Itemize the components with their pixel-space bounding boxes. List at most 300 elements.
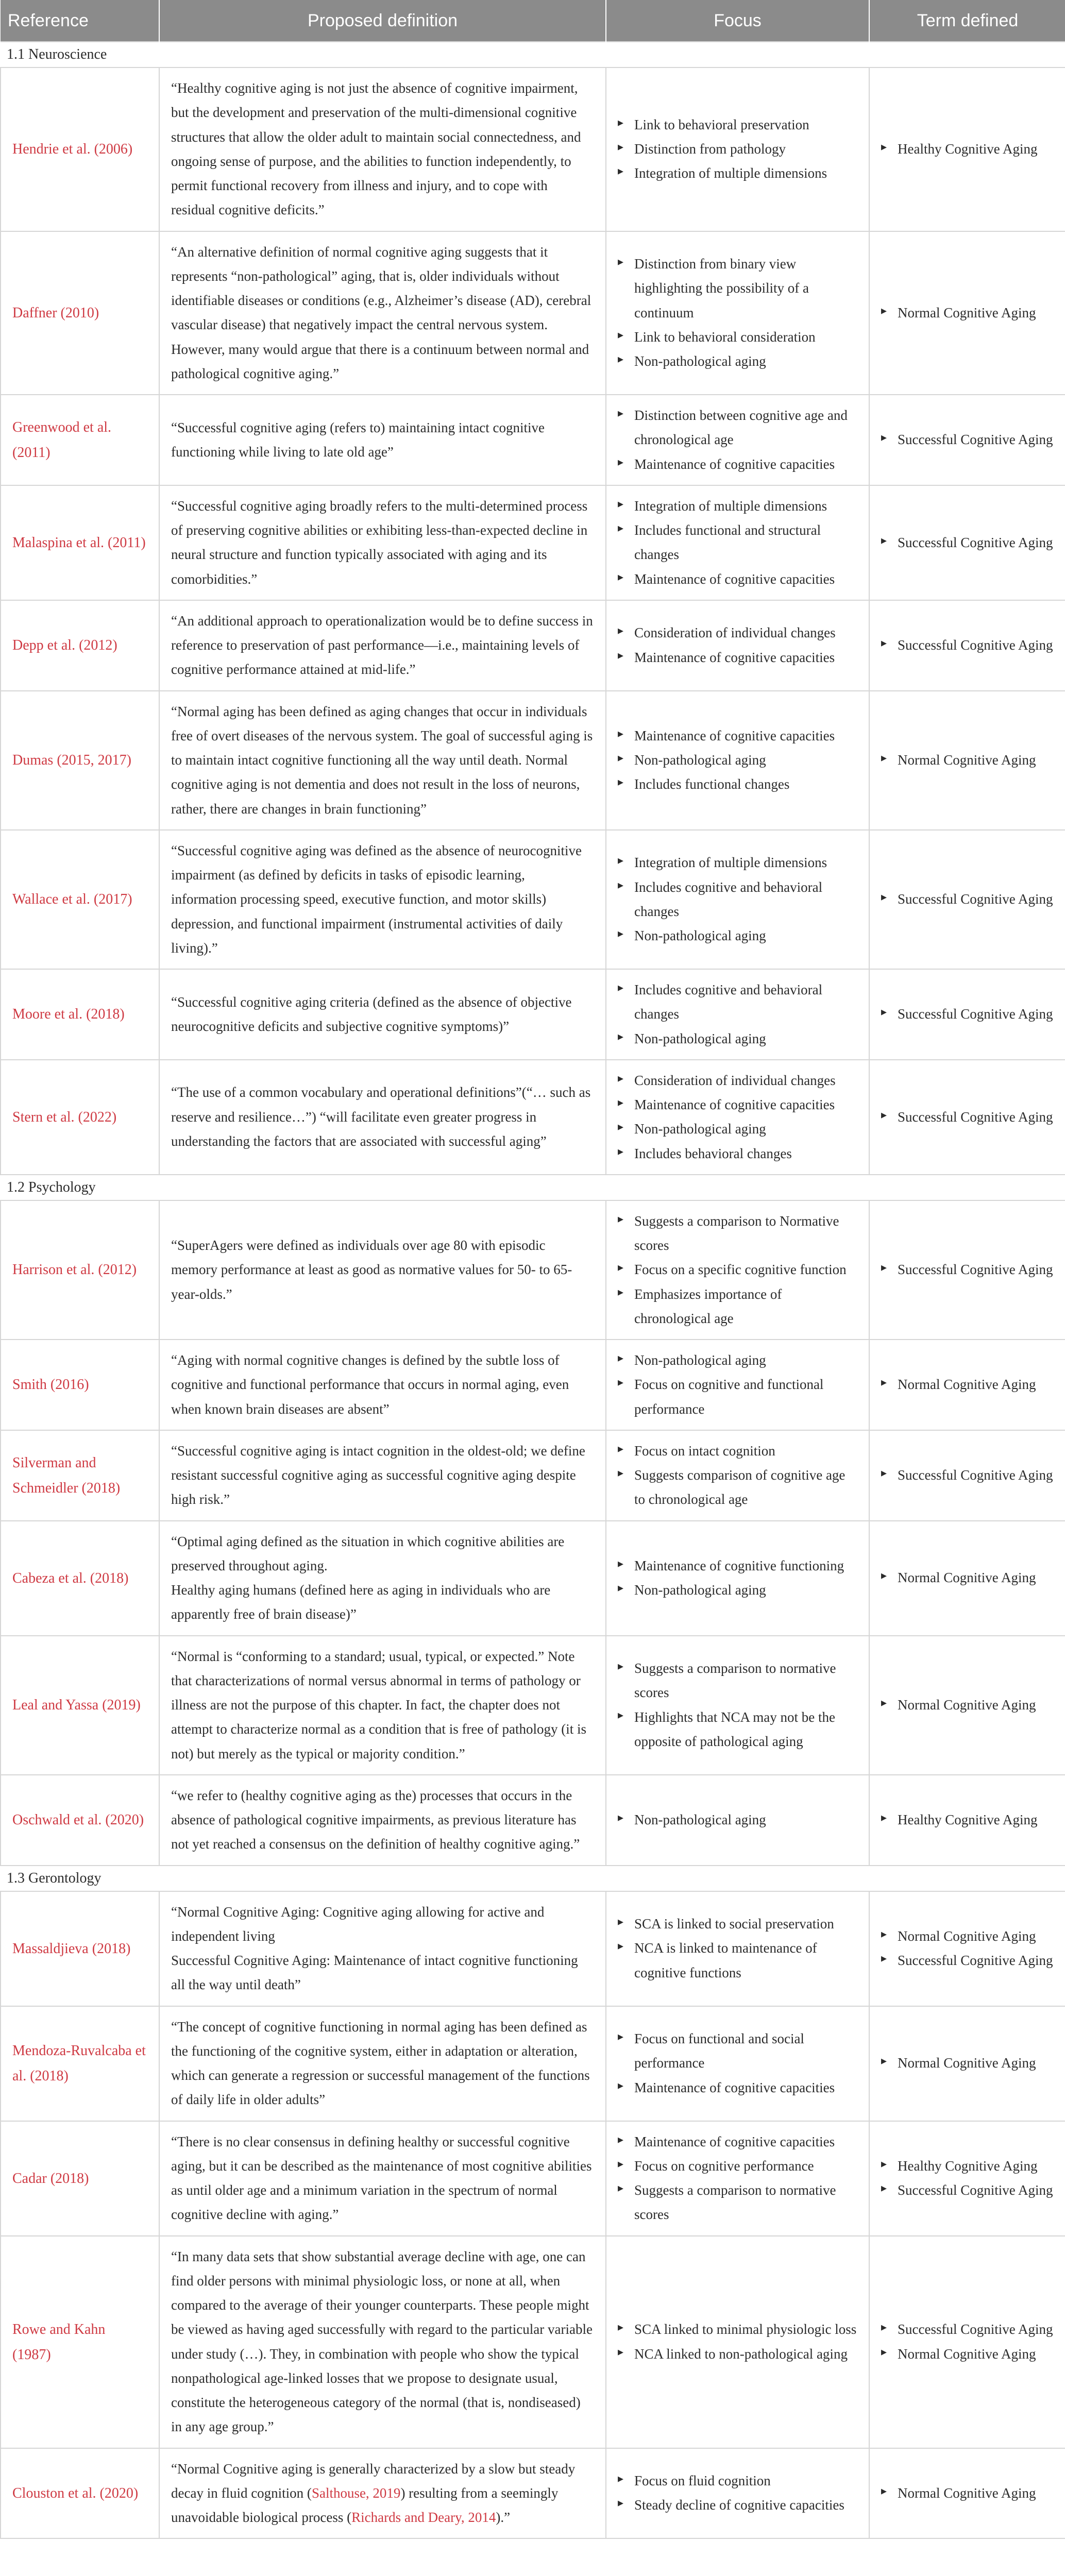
bullet-arrow-icon: ▸ — [618, 1261, 624, 1274]
bullet-arrow-icon: ▸ — [618, 2320, 624, 2334]
definition-text: “An alternative definition of normal cognitive aging suggests that it represents “non-pathological” aging, that is, older individuals without identifiable diseases or conditions (e.g., Alzheimer’s disease (AD), cerebral vascular disease) that negatively impact the central nervous system. However, many would argue that there is a continuum between normal and pathological cognitive aging.” — [171, 244, 591, 381]
focus-item-text: Non-pathological aging — [634, 1121, 766, 1137]
reference-cell — [1, 691, 159, 830]
term-item — [881, 1105, 1054, 1129]
definition-cell — [159, 2121, 606, 2236]
term-cell — [869, 2121, 1065, 2236]
focus-item — [618, 1142, 857, 1166]
term-item-list — [881, 531, 1054, 555]
term-cell — [869, 1636, 1065, 1775]
bullet-arrow-icon: ▸ — [618, 1029, 624, 1043]
bullet-arrow-icon: ▸ — [618, 455, 624, 468]
focus-cell — [606, 600, 869, 691]
definition-text: “The use of a common vocabulary and operational definitions”(“… such as reserve and resilience…”) “will facilitate even greater progress in understanding the factors that are associated with successful aging” — [171, 1084, 591, 1149]
focus-item — [618, 1936, 857, 1985]
term-item — [881, 1948, 1054, 1973]
section-row — [1, 1175, 1065, 1200]
bullet-arrow-icon: ▸ — [881, 1952, 887, 1964]
focus-item — [618, 252, 857, 325]
bullet-arrow-icon: ▸ — [618, 927, 624, 940]
term-cell — [869, 2236, 1065, 2448]
bullet-arrow-icon: ▸ — [618, 1556, 624, 1570]
definition-cell — [159, 2448, 606, 2539]
reference-link[interactable]: Harrison et al. (2012) — [12, 1262, 137, 1278]
bullet-arrow-icon: ▸ — [881, 1927, 887, 1940]
term-item-list — [881, 1463, 1054, 1487]
focus-cell — [606, 1430, 869, 1521]
focus-item-text: Includes behavioral changes — [634, 1145, 792, 1161]
focus-item-text: Includes functional changes — [634, 776, 790, 792]
focus-item — [618, 851, 857, 875]
bullet-arrow-icon: ▸ — [618, 1708, 624, 1721]
reference-link[interactable]: Silverman and Schmeidler (2018) — [12, 1454, 121, 1496]
term-item-text: Normal Cognitive Aging — [898, 2346, 1036, 2362]
term-item-text: Normal Cognitive Aging — [898, 304, 1036, 320]
reference-link[interactable]: Rowe and Kahn (1987) — [12, 2321, 106, 2363]
definition-text: Successful Cognitive Aging: Maintenance of intact cognitive functioning all the way until death” — [171, 1953, 578, 1993]
reference-cell — [1, 2236, 159, 2448]
table-row — [1, 600, 1065, 691]
term-item — [881, 1693, 1054, 1717]
bullet-arrow-icon: ▸ — [881, 2320, 887, 2334]
focus-item — [618, 325, 857, 349]
definition-text: “In many data sets that show substantial average decline with age, one can find older persons with minimal physiologic loss, or none at all, when compared to the average of their younger counterparts. These people might be viewed as having aged successfully with regard to the particular variable under study (…). They, in combination with people who show the typical nonpathological age-linked losses that we propose to designate usual, constitute the heterogeneous category of the normal (that is, nondiseased) in any age group.” — [171, 2248, 593, 2435]
focus-item — [618, 1209, 857, 1258]
reference-link[interactable]: Greenwood et al. (2011) — [12, 419, 112, 461]
focus-item-text: Non-pathological aging — [634, 928, 766, 944]
focus-item-text: Maintenance of cognitive capacities — [634, 649, 835, 665]
term-item-text: Normal Cognitive Aging — [898, 2055, 1036, 2071]
definition-text: “There is no clear consensus in defining healthy or successful cognitive aging, but it can be described as the maintenance of most cognitive abilities as until older age and a minimum variation in the spectrum of normal cognitive decline with aging.” — [171, 2133, 592, 2223]
bullet-arrow-icon: ▸ — [618, 1071, 624, 1084]
definition-text: “Normal Cognitive Aging: Cognitive aging allowing for active and independent living — [171, 1904, 545, 1944]
term-item-text: Successful Cognitive Aging — [898, 432, 1053, 448]
definition-text: “Normal is “conforming to a standard; usual, typical, or expected.” Note that characterizations of normal versus abnormal in terms of pathology or illness are not the purpose of this chapter. In fact, the chapter does not attempt to characterize normal as a condition that is free of pathology (it is not) but merely as the typical or majority condition.” — [171, 1648, 586, 1761]
term-item — [881, 531, 1054, 555]
bullet-arrow-icon: ▸ — [618, 2157, 624, 2170]
table-row — [1, 1430, 1065, 1521]
bullet-arrow-icon: ▸ — [618, 1285, 624, 1298]
focus-item-text: Maintenance of cognitive capacities — [634, 456, 835, 472]
table-row — [1, 2236, 1065, 2448]
bullet-arrow-icon: ▸ — [881, 636, 887, 649]
focus-item-text: Non-pathological aging — [634, 1582, 766, 1598]
focus-item — [618, 924, 857, 948]
header-reference: Reference — [1, 0, 159, 42]
bullet-arrow-icon: ▸ — [618, 751, 624, 764]
bullet-arrow-icon: ▸ — [618, 1120, 624, 1133]
focus-item-list — [618, 2317, 857, 2366]
bullet-arrow-icon: ▸ — [618, 648, 624, 662]
focus-item-list — [618, 403, 857, 477]
definition-text: “An additional approach to operationalization would be to define success in reference to preservation of past performance—i.e., maintaining levels of cognitive performance attained at mid-life.” — [171, 613, 593, 677]
definition-text: “Successful cognitive aging broadly refers to the multi-determined process of preserving cognitive abilities or exhibiting less-than-expected decline in neural structure and function typically associated with aging and its comorbidities.” — [171, 498, 588, 587]
reference-cell — [1, 2006, 159, 2121]
focus-item-list — [618, 851, 857, 948]
focus-item — [618, 1069, 857, 1093]
term-item-list — [881, 1372, 1054, 1397]
focus-item — [618, 137, 857, 161]
reference-link[interactable]: Leal and Yassa (2019) — [12, 1697, 141, 1714]
reference-cell — [1, 1775, 159, 1866]
focus-cell — [606, 1521, 869, 1636]
bullet-arrow-icon: ▸ — [618, 497, 624, 510]
focus-item — [618, 1554, 857, 1578]
bullet-arrow-icon: ▸ — [881, 1811, 887, 1824]
bullet-arrow-icon: ▸ — [881, 2181, 887, 2194]
focus-item — [618, 724, 857, 748]
reference-cell — [1, 1340, 159, 1430]
bullet-arrow-icon: ▸ — [618, 164, 624, 178]
definition-cell — [159, 1521, 606, 1636]
focus-item — [618, 978, 857, 1027]
bullet-arrow-icon: ▸ — [618, 140, 624, 154]
focus-item-text: Maintenance of cognitive capacities — [634, 1097, 835, 1112]
focus-item-text: NCA is linked to maintenance of cognitive functions — [634, 1940, 817, 1980]
bullet-arrow-icon: ▸ — [618, 1144, 624, 1158]
reference-link[interactable]: Oschwald et al. (2020) — [12, 1812, 144, 1828]
focus-item-text: Focus on a specific cognitive function — [634, 1262, 847, 1278]
term-item-text: Normal Cognitive Aging — [898, 1697, 1036, 1713]
reference-link[interactable]: Mendoza-Ruvalcaba et al. (2018) — [12, 2043, 146, 2084]
definition-cell — [159, 1891, 606, 2006]
focus-item-list — [618, 2027, 857, 2100]
term-cell — [869, 1521, 1065, 1636]
focus-item — [618, 1117, 857, 1141]
focus-item-text: Highlights that NCA may not be the opposite of pathological aging — [634, 1709, 835, 1749]
focus-item-text: Maintenance of cognitive functioning — [634, 1557, 844, 1573]
term-item-list — [881, 1002, 1054, 1026]
focus-item-text: SCA is linked to social preservation — [634, 1916, 834, 1932]
focus-item-list — [618, 2130, 857, 2227]
focus-cell — [606, 1200, 869, 1340]
focus-item — [618, 1439, 857, 1463]
bullet-arrow-icon: ▸ — [618, 2472, 624, 2485]
term-cell — [869, 2448, 1065, 2539]
table-body — [1, 42, 1065, 2538]
focus-item-text: Maintenance of cognitive capacities — [634, 2133, 835, 2149]
term-item-list — [881, 1566, 1054, 1590]
focus-item — [618, 567, 857, 591]
focus-item-text: Maintenance of cognitive capacities — [634, 727, 835, 743]
focus-item-text: Focus on fluid cognition — [634, 2473, 771, 2489]
term-item — [881, 748, 1054, 772]
bullet-arrow-icon: ▸ — [881, 2054, 887, 2067]
focus-cell — [606, 1060, 869, 1175]
bullet-arrow-icon: ▸ — [618, 406, 624, 419]
term-item-text: Healthy Cognitive Aging — [898, 1812, 1038, 1827]
definition-cell — [159, 2006, 606, 2121]
table-row — [1, 1775, 1065, 1866]
reference-link[interactable]: Wallace et al. (2017) — [12, 891, 132, 908]
term-cell — [869, 1775, 1065, 1866]
reference-cell — [1, 231, 159, 395]
table-row — [1, 395, 1065, 485]
term-item — [881, 1258, 1054, 1282]
focus-item — [618, 1093, 857, 1117]
reference-cell — [1, 395, 159, 485]
reference-link[interactable]: Malaspina et al. (2011) — [12, 534, 146, 551]
focus-item-text: Link to behavioral consideration — [634, 329, 816, 345]
bullet-arrow-icon: ▸ — [618, 1351, 624, 1364]
bullet-arrow-icon: ▸ — [881, 533, 887, 547]
bullet-arrow-icon: ▸ — [618, 1811, 624, 1824]
focus-item — [618, 1348, 857, 1372]
focus-item — [618, 1282, 857, 1331]
focus-item-text: Focus on cognitive and functional performance — [634, 1377, 824, 1417]
focus-cell — [606, 67, 869, 231]
bullet-arrow-icon: ▸ — [618, 2181, 624, 2194]
focus-item — [618, 772, 857, 796]
term-cell — [869, 830, 1065, 969]
citation-link[interactable]: Richards and Deary, 2014 — [351, 2510, 496, 2525]
focus-item-list — [618, 621, 857, 670]
table-row — [1, 1521, 1065, 1636]
section-row — [1, 42, 1065, 67]
focus-item-text: Suggests a comparison to normative scores — [634, 1660, 836, 1701]
bullet-arrow-icon: ▸ — [881, 1466, 887, 1479]
term-cell — [869, 1200, 1065, 1340]
reference-link[interactable]: Dumas (2015, 2017) — [12, 752, 131, 769]
term-item-list — [881, 301, 1054, 325]
focus-cell — [606, 2121, 869, 2236]
table-row — [1, 2121, 1065, 2236]
term-item — [881, 428, 1054, 452]
citation-link[interactable]: Salthouse, 2019 — [311, 2485, 401, 2501]
bullet-arrow-icon: ▸ — [618, 854, 624, 867]
focus-item — [618, 2076, 857, 2100]
focus-item — [618, 1705, 857, 1754]
term-cell — [869, 1430, 1065, 1521]
reference-link[interactable]: Cabeza et al. (2018) — [12, 1570, 129, 1586]
focus-item — [618, 2342, 857, 2366]
focus-item — [618, 349, 857, 374]
reference-cell — [1, 67, 159, 231]
reference-link[interactable]: Hendrie et al. (2006) — [12, 141, 133, 158]
definition-cell — [159, 600, 606, 691]
term-item-text: Normal Cognitive Aging — [898, 1570, 1036, 1586]
reference-link[interactable]: Cadar (2018) — [12, 2170, 89, 2187]
table-row — [1, 969, 1065, 1060]
term-item-list — [881, 748, 1054, 772]
focus-item — [618, 113, 857, 137]
reference-cell — [1, 1636, 159, 1775]
header-definition: Proposed definition — [159, 0, 606, 42]
focus-item — [618, 518, 857, 567]
focus-item-list — [618, 252, 857, 374]
focus-item — [618, 2469, 857, 2493]
term-item-text: Normal Cognitive Aging — [898, 752, 1036, 768]
focus-item-list — [618, 978, 857, 1051]
table-row — [1, 1340, 1065, 1430]
term-item-text: Successful Cognitive Aging — [898, 1006, 1053, 1022]
reference-link[interactable]: Smith (2016) — [12, 1377, 89, 1393]
focus-item-text: Consideration of individual changes — [634, 625, 836, 641]
reference-link[interactable]: Massaldjieva (2018) — [12, 1940, 131, 1957]
term-cell — [869, 231, 1065, 395]
bullet-arrow-icon: ▸ — [618, 1659, 624, 1673]
term-item-list — [881, 2051, 1054, 2075]
bullet-arrow-icon: ▸ — [881, 431, 887, 444]
term-item — [881, 301, 1054, 325]
focus-item — [618, 875, 857, 924]
term-item-text: Successful Cognitive Aging — [898, 1467, 1053, 1483]
term-item-text: Healthy Cognitive Aging — [898, 2158, 1038, 2174]
focus-item-list — [618, 494, 857, 591]
section-row — [1, 1866, 1065, 1891]
bullet-arrow-icon: ▸ — [618, 570, 624, 583]
bullet-arrow-icon: ▸ — [618, 115, 624, 129]
reference-link[interactable]: Daffner (2010) — [12, 304, 99, 321]
focus-item — [618, 494, 857, 518]
focus-item-text: SCA linked to minimal physiologic loss — [634, 2321, 857, 2337]
focus-item-list — [618, 1209, 857, 1331]
definition-text: “Aging with normal cognitive changes is defined by the subtle loss of cognitive and functional performance that occurs in normal aging, even when known brain diseases are absent” — [171, 1352, 569, 1417]
term-item-list — [881, 887, 1054, 911]
term-item-text: Normal Cognitive Aging — [898, 1377, 1036, 1393]
bullet-arrow-icon: ▸ — [618, 1939, 624, 1953]
focus-item-text: Maintenance of cognitive capacities — [634, 571, 835, 587]
term-item-text: Successful Cognitive Aging — [898, 2182, 1053, 2198]
reference-cell — [1, 2121, 159, 2236]
focus-cell — [606, 969, 869, 1060]
bullet-arrow-icon: ▸ — [618, 775, 624, 789]
header-focus: Focus — [606, 0, 869, 42]
table-row — [1, 485, 1065, 600]
focus-item — [618, 1808, 857, 1832]
focus-item-text: Consideration of individual changes — [634, 1072, 836, 1088]
term-item — [881, 137, 1054, 161]
section-title: 1.1 Neuroscience — [1, 42, 1065, 67]
term-item-text: Successful Cognitive Aging — [898, 1953, 1053, 1968]
term-item-list — [881, 2481, 1054, 2505]
term-cell — [869, 67, 1065, 231]
term-item-text: Successful Cognitive Aging — [898, 891, 1053, 907]
focus-cell — [606, 691, 869, 830]
reference-link[interactable]: Stern et al. (2022) — [12, 1109, 117, 1125]
term-item-list — [881, 1258, 1054, 1282]
focus-item-text: Non-pathological aging — [634, 353, 766, 369]
focus-item-list — [618, 113, 857, 186]
focus-item-list — [618, 1912, 857, 1985]
focus-item-text: Distinction from pathology — [634, 141, 786, 157]
focus-item-text: Focus on functional and social performance — [634, 2031, 804, 2071]
bullet-arrow-icon: ▸ — [618, 878, 624, 891]
focus-item-text: NCA linked to non-pathological aging — [634, 2346, 848, 2362]
definition-cell — [159, 67, 606, 231]
bullet-arrow-icon: ▸ — [881, 1261, 887, 1274]
term-item-text: Successful Cognitive Aging — [898, 1262, 1053, 1278]
reference-cell — [1, 1430, 159, 1521]
bullet-arrow-icon: ▸ — [881, 2345, 887, 2358]
focus-cell — [606, 2236, 869, 2448]
focus-item — [618, 161, 857, 185]
term-cell — [869, 600, 1065, 691]
focus-item — [618, 1656, 857, 1705]
reference-link[interactable]: Depp et al. (2012) — [12, 637, 117, 654]
term-item-list — [881, 137, 1054, 161]
term-cell — [869, 2006, 1065, 2121]
focus-item-list — [618, 1808, 857, 1832]
term-item — [881, 2051, 1054, 2075]
focus-item — [618, 1463, 857, 1512]
reference-link[interactable]: Clouston et al. (2020) — [12, 2485, 139, 2501]
definition-text: “Successful cognitive aging (refers to) maintaining intact cognitive functioning while living to late old age” — [171, 419, 545, 460]
bullet-arrow-icon: ▸ — [618, 1096, 624, 1109]
definition-text: “The concept of cognitive functioning in normal aging has been defined as the functioning of the cognitive system, either in adaptation or alteration, which can generate a regression or successful management of the functions of daily life in older adults” — [171, 2019, 590, 2108]
bullet-arrow-icon: ▸ — [881, 1005, 887, 1019]
header-term: Term defined — [869, 0, 1065, 42]
bullet-arrow-icon: ▸ — [618, 1442, 624, 1455]
definition-cell — [159, 1340, 606, 1430]
table-row — [1, 2006, 1065, 2121]
focus-item-text: Focus on cognitive performance — [634, 2158, 814, 2174]
table-row — [1, 830, 1065, 969]
bullet-arrow-icon: ▸ — [881, 2484, 887, 2497]
focus-item-text: Includes cognitive and behavioral changes — [634, 982, 823, 1022]
definition-cell — [159, 485, 606, 600]
term-item-list — [881, 428, 1054, 452]
bullet-arrow-icon: ▸ — [881, 2157, 887, 2170]
focus-item-text: Includes cognitive and behavioral changes — [634, 879, 823, 919]
bullet-arrow-icon: ▸ — [618, 255, 624, 268]
term-cell — [869, 1340, 1065, 1430]
focus-item — [618, 2130, 857, 2154]
bullet-arrow-icon: ▸ — [618, 2496, 624, 2510]
term-item-text: Successful Cognitive Aging — [898, 2321, 1053, 2337]
definition-text: “SuperAgers were defined as individuals over age 80 with episodic memory performance at least as good as normative values for 50- to 65-year-olds.” — [171, 1238, 572, 1302]
bullet-arrow-icon: ▸ — [881, 1569, 887, 1582]
bullet-arrow-icon: ▸ — [618, 726, 624, 740]
focus-cell — [606, 2448, 869, 2539]
table-row — [1, 231, 1065, 395]
bullet-arrow-icon: ▸ — [618, 2132, 624, 2146]
focus-cell — [606, 2006, 869, 2121]
definition-cell — [159, 395, 606, 485]
reference-link[interactable]: Moore et al. (2018) — [12, 1006, 125, 1023]
bullet-arrow-icon: ▸ — [618, 1915, 624, 1928]
definition-cell — [159, 1775, 606, 1866]
focus-item-text: Maintenance of cognitive capacities — [634, 2079, 835, 2095]
focus-item — [618, 1258, 857, 1282]
bullet-arrow-icon: ▸ — [881, 890, 887, 904]
term-item-text: Normal Cognitive Aging — [898, 2485, 1036, 2501]
table-row — [1, 1060, 1065, 1175]
definition-cell — [159, 1200, 606, 1340]
definition-text: “Successful cognitive aging was defined as the absence of neurocognitive impairment (as defined by deficits in tasks of episodic learning, information processing speed, executive function, and motor skills) depression, and functional impairment (instrumental activities of daily living).” — [171, 842, 582, 956]
bullet-arrow-icon: ▸ — [881, 1696, 887, 1709]
term-item-list — [881, 2317, 1054, 2366]
focus-cell — [606, 1775, 869, 1866]
focus-item-list — [618, 724, 857, 797]
focus-item-list — [618, 1348, 857, 1421]
focus-item — [618, 1578, 857, 1602]
focus-item-text: Non-pathological aging — [634, 752, 766, 768]
bullet-arrow-icon: ▸ — [618, 1376, 624, 1389]
bullet-arrow-icon: ▸ — [618, 1581, 624, 1594]
term-item-list — [881, 1924, 1054, 1973]
focus-item-text: Non-pathological aging — [634, 1030, 766, 1046]
focus-cell — [606, 1891, 869, 2006]
term-item — [881, 1924, 1054, 1948]
focus-item-text: Integration of multiple dimensions — [634, 498, 827, 514]
focus-item-list — [618, 1069, 857, 1166]
definition-text: ) resulting from a seemingly unavoidable biological process ( — [171, 2485, 559, 2525]
focus-item-text: Distinction from binary view highlighting the possibility of a continuum — [634, 256, 809, 320]
term-item — [881, 1808, 1054, 1832]
section-title: 1.2 Psychology — [1, 1175, 1065, 1200]
focus-item — [618, 403, 857, 452]
